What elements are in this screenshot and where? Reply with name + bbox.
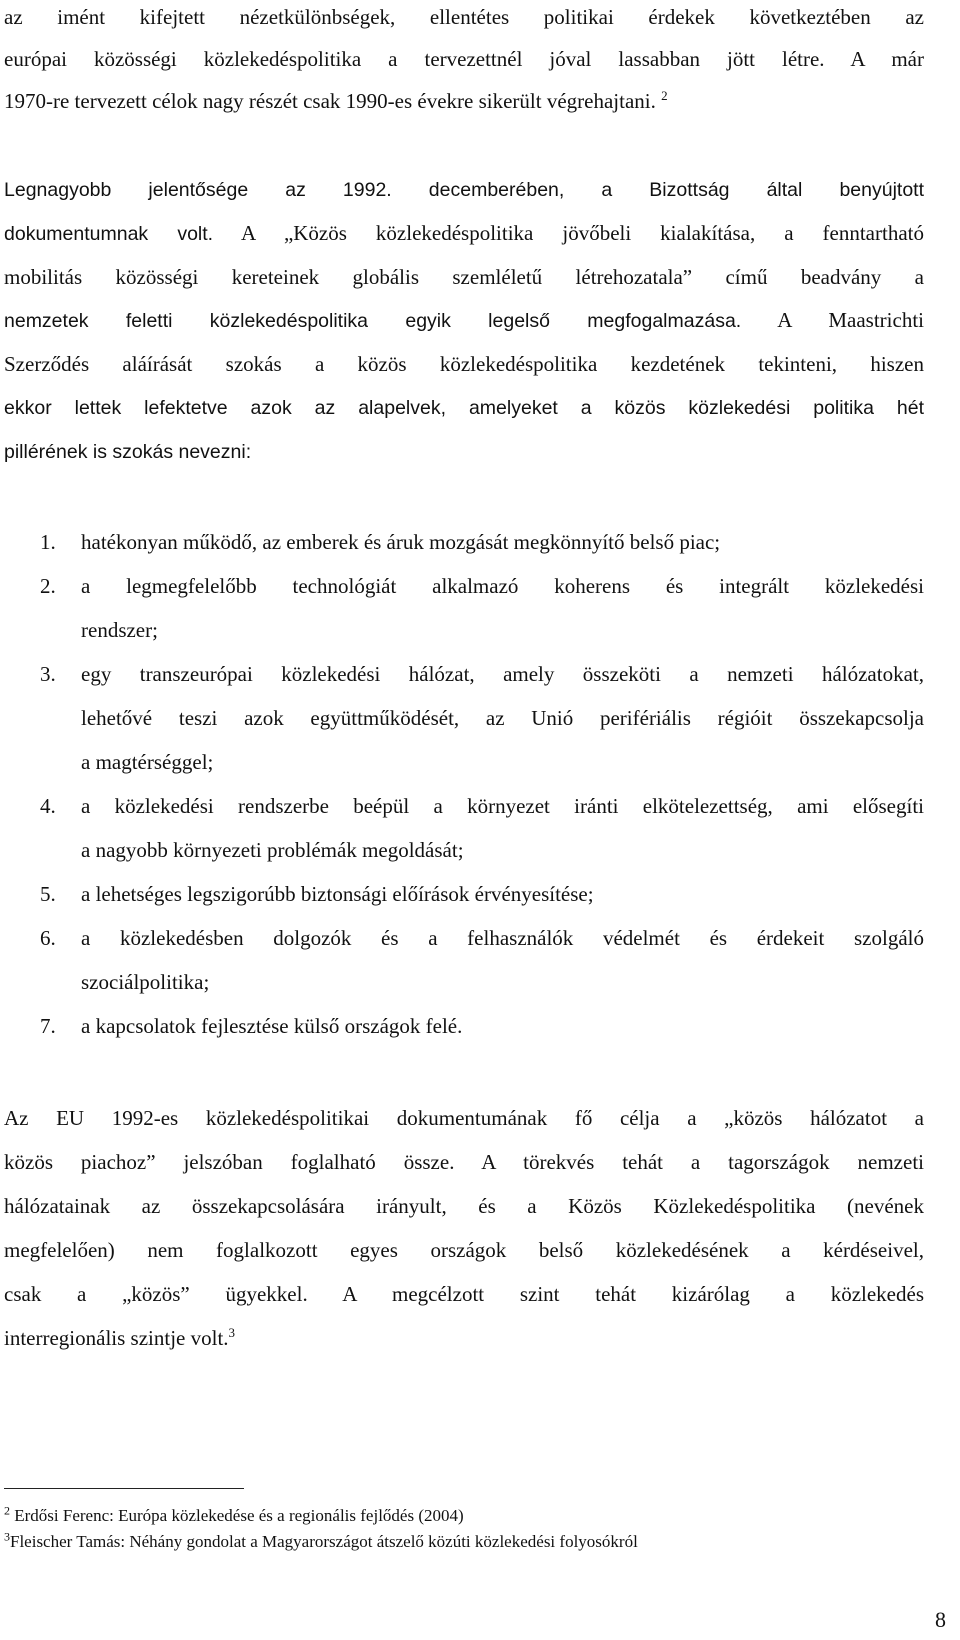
list-item-number: 5. (40, 882, 56, 906)
list-item-text: hatékonyan működő, az emberek és áruk mozgását megkönnyítő belső piac; (81, 530, 721, 554)
list-item-number: 2. (40, 574, 56, 598)
para2-line-4 (4, 308, 924, 333)
para2-line-2 (4, 221, 924, 246)
list-item-text: a lehetséges legszigorúbb biztonsági előírások érvényesítése; (81, 882, 594, 906)
footnote-ref-3: 3 (228, 1325, 236, 1340)
list-item-text: a legmegfelelőbb technológiát alkalmazó koherens és integrált közlekedési (81, 574, 924, 598)
list-item-number: 7. (40, 1014, 56, 1038)
footnote-2 (4, 1503, 464, 1526)
list-item-continuation: szociálpolitika; (81, 970, 210, 994)
list-item-continuation: lehetővé teszi azok együttműködését, az Unió perifériális régióit összekapcsolja (81, 706, 924, 730)
para3-line-6-text: interregionális szintje volt. (4, 1326, 229, 1350)
footnote-mark: 2 (4, 1503, 10, 1518)
para3-line-4: megfelelően) nem foglalkozott egyes országok belső közlekedésének a kérdéseivel, (4, 1238, 924, 1262)
footnote-text: Erdősi Ferenc: Európa közlekedése és a regionális fejlődés (2004) (10, 1506, 464, 1525)
para2-line-7: pillérének is szokás nevezni: (4, 441, 252, 463)
footnote-ref-2: 2 (661, 88, 668, 103)
para2-line-6: ekkor lettek lefektetve azok az alapelvek, amelyeket a közös közlekedési politika hét (4, 397, 924, 419)
list-item-number: 1. (40, 530, 56, 554)
list-item-continuation: a magtérséggel; (81, 750, 214, 774)
list-item-text: a közlekedési rendszerbe beépül a környezet iránti elkötelezettség, ami elősegíti (81, 794, 924, 818)
para2-line-2-b: A „Közös közlekedéspolitika jövőbeli kialakítása, a fenntartható (240, 221, 924, 245)
footnote-divider (4, 1488, 244, 1489)
list-item-number: 6. (40, 926, 56, 950)
para3-line-2: közös piachoz” jelszóban foglalható össze. A törekvés tehát a tagországok nemzeti (4, 1150, 924, 1174)
intro-line-3-text: 1970-re tervezett célok nagy részét csak 1990-es évekre sikerült végrehajtani. (4, 89, 656, 113)
para2-line-2-a: dokumentumnak volt. (4, 223, 214, 245)
footnote-3 (4, 1529, 638, 1552)
para3-line-5: csak a „közös” ügyekkel. A megcélzott szint tehát kizárólag a közlekedés (4, 1282, 924, 1306)
para2-line-5: Szerződés aláírását szokás a közös közlekedéspolitika kezdetének tekinteni, hiszen (4, 352, 924, 376)
para3-line-6 (4, 1326, 924, 1350)
list-item-continuation: a nagyobb környezeti problémák megoldását; (81, 838, 464, 862)
footnote-text: Fleischer Tamás: Néhány gondolat a Magyarországot átszelő közúti közlekedési folyosókról (10, 1532, 638, 1551)
para3-line-1: Az EU 1992-es közlekedéspolitikai dokumentumának fő célja a „közös hálózatot a (4, 1106, 924, 1130)
list-item-text: a kapcsolatok fejlesztése külső országok felé. (81, 1014, 463, 1038)
list-item-number: 4. (40, 794, 56, 818)
para3-line-3: hálózatainak az összekapcsolására irányult, és a Közös Közlekedéspolitika (nevének (4, 1194, 924, 1218)
list-item-continuation: rendszer; (81, 618, 158, 642)
footnote-mark: 3 (4, 1529, 10, 1544)
para2-line-4-b: A Maastrichti (777, 308, 924, 332)
list-item-text: egy transzeurópai közlekedési hálózat, amely összeköti a nemzeti hálózatokat, (81, 662, 924, 686)
para2-line-1: Legnagyobb jelentősége az 1992. decemberében, a Bizottság által benyújtott (4, 179, 924, 201)
list-item-text: a közlekedésben dolgozók és a felhasználók védelmét és érdekeit szolgáló (81, 926, 924, 950)
intro-line-3 (4, 89, 924, 113)
intro-line-2: európai közösségi közlekedéspolitika a tervezettnél jóval lassabban jött létre. A már (4, 47, 924, 71)
page-number: 8 (935, 1607, 946, 1632)
para2-line-3: mobilitás közösségi kereteinek globális szemléletű létrehozatala” című beadvány a (4, 265, 924, 289)
intro-line-1: az imént kifejtett nézetkülönbségek, ellentétes politikai érdekek következtében az (4, 5, 924, 29)
list-item-number: 3. (40, 662, 56, 686)
para2-line-4-a: nemzetek feletti közlekedéspolitika egyik legelső megfogalmazása. (4, 310, 742, 332)
